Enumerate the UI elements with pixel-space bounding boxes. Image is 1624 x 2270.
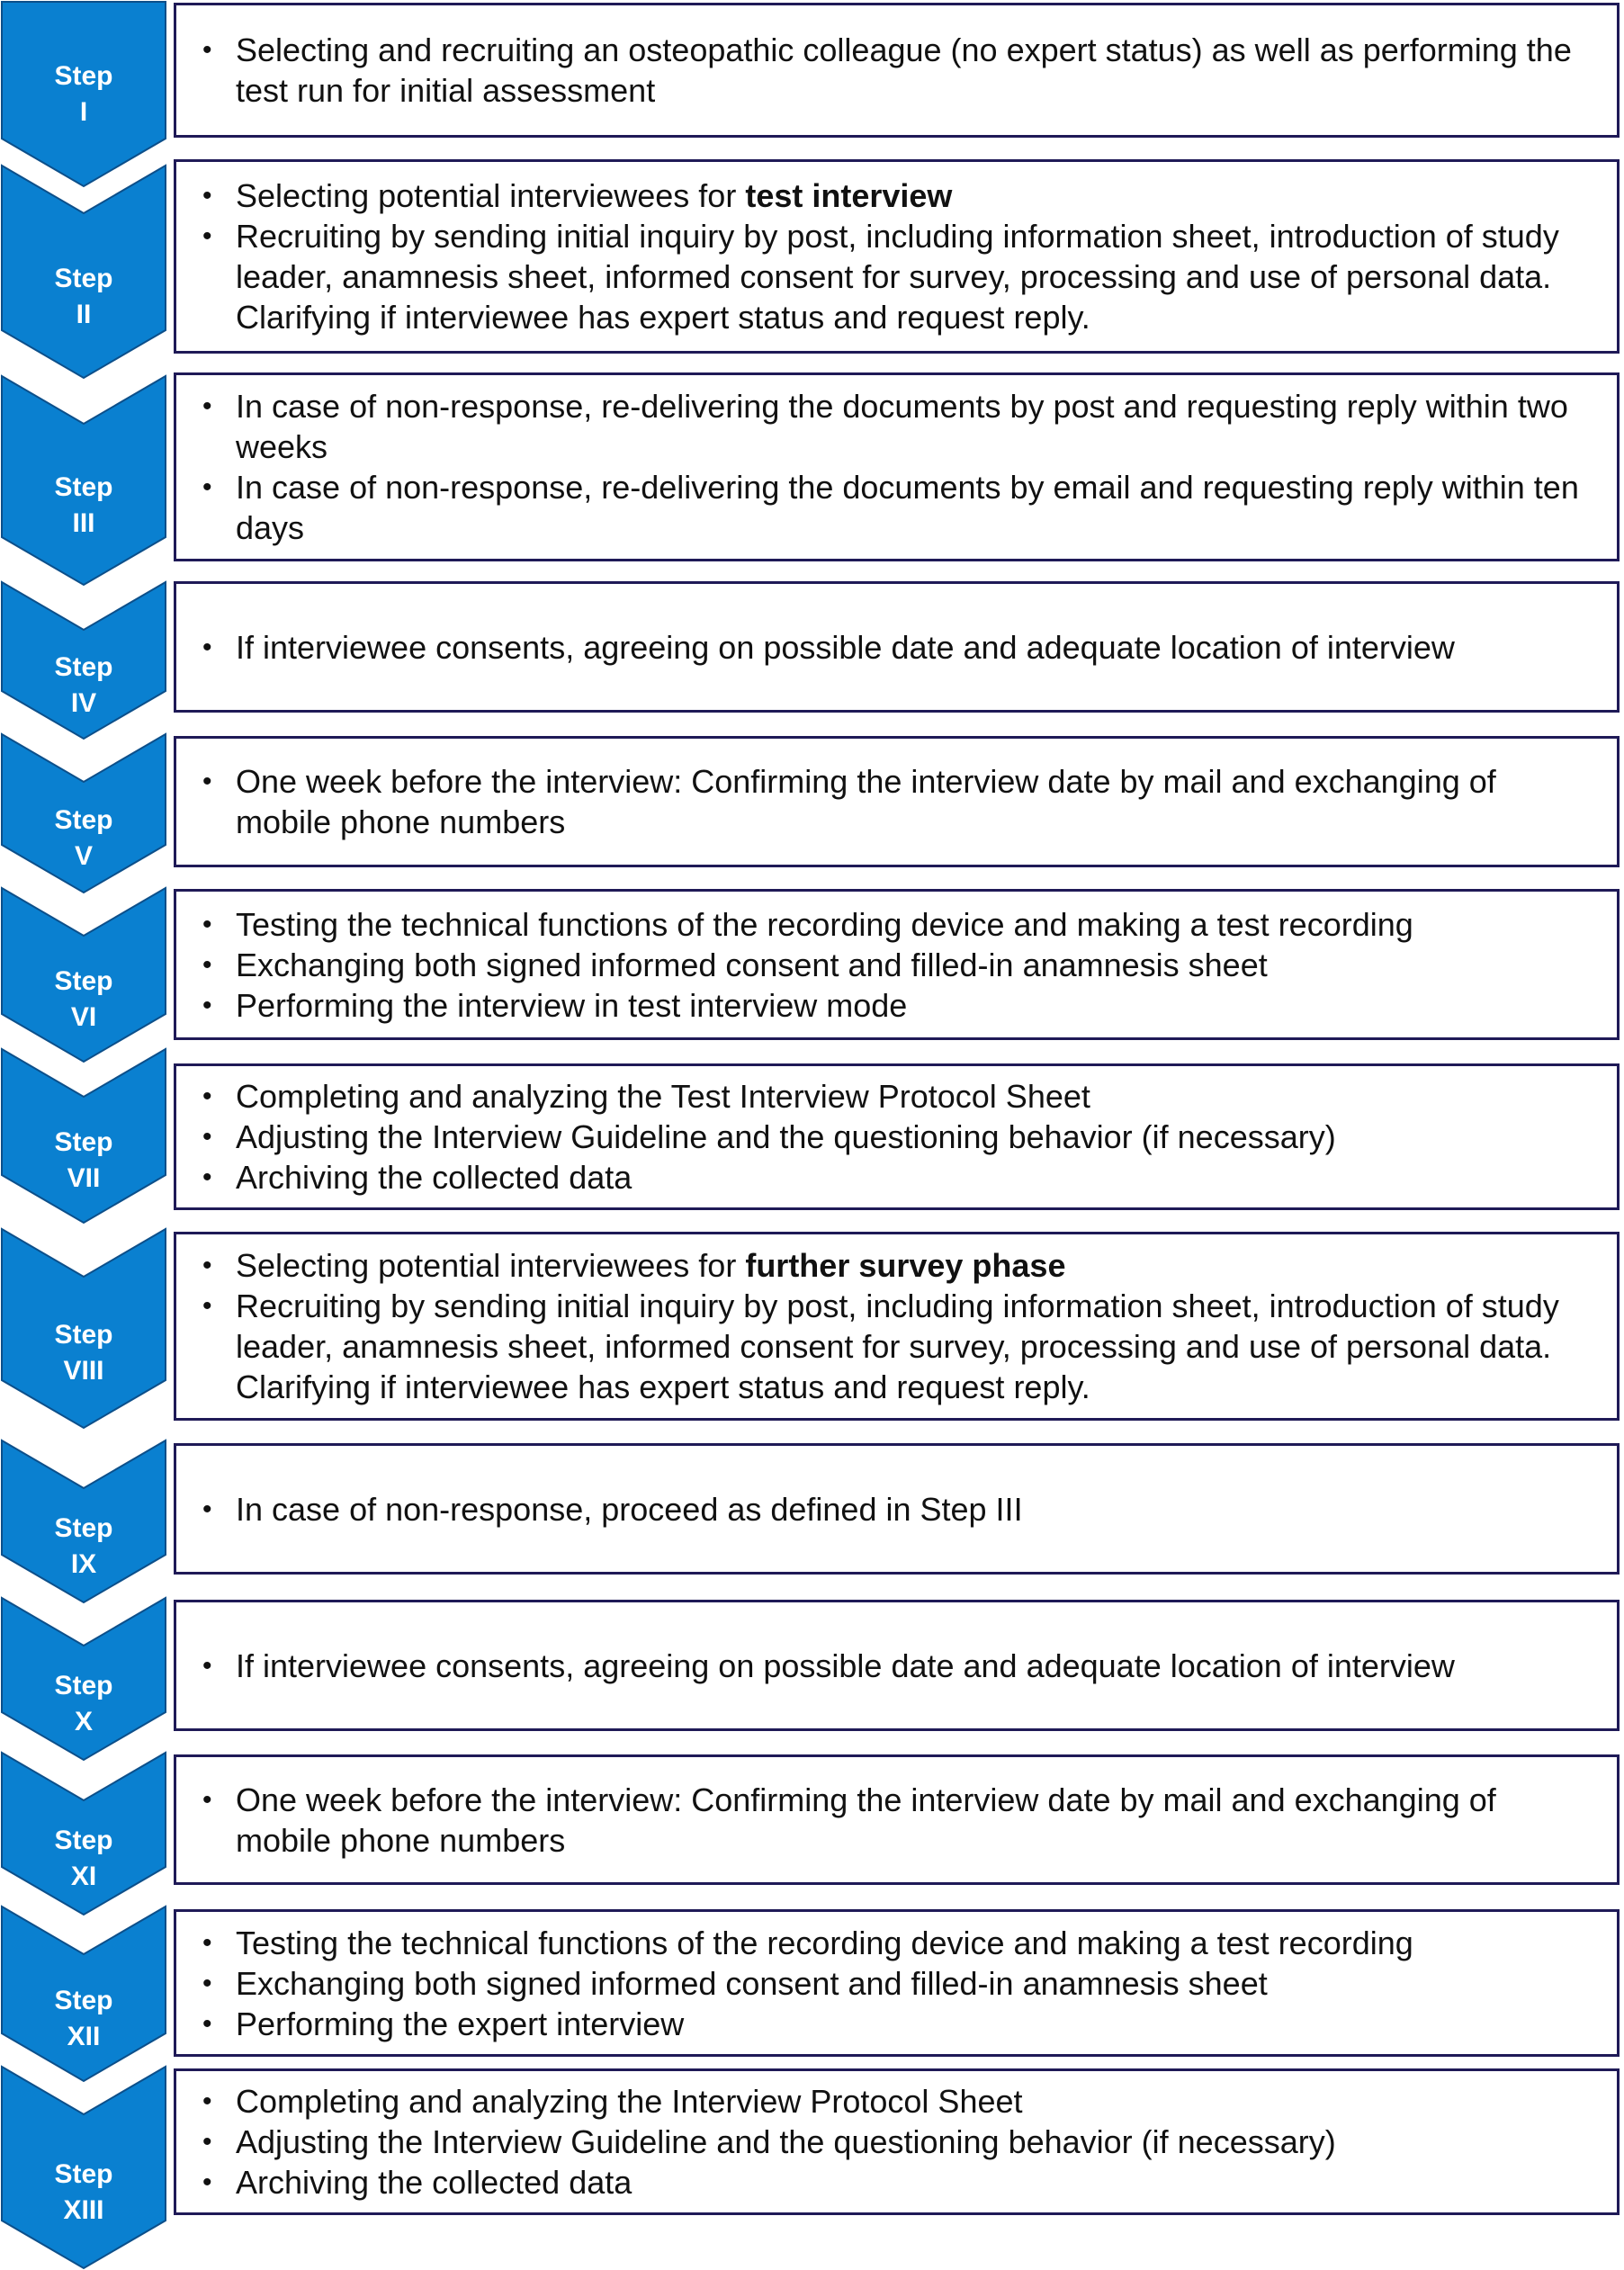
step-label [0,650,167,722]
step-label-word: Step [54,60,113,91]
step-label-numeral: X [74,1706,93,1736]
step-chevron [0,1596,167,1762]
bullet-text: Selecting potential interviewees for [236,1247,746,1284]
bullet-text: Performing the interview in test interview mode [236,986,908,1024]
step-label [0,1668,167,1740]
step-description-box [174,159,1620,354]
step-label-word: Step [54,1985,113,2015]
step-label-numeral: III [72,507,95,538]
step-label-word: Step [54,471,113,502]
step-label [0,1511,167,1583]
bullet-list [176,2081,1617,2203]
step-label-numeral: XIII [63,2194,104,2225]
bullet-item [236,2081,1599,2122]
step-label [0,470,167,542]
bullet-item [236,1489,1599,1530]
bullet-item [236,1245,1599,1286]
step-label-numeral: I [79,96,88,127]
step-description-box [174,1063,1620,1210]
bullet-item [236,1963,1599,2004]
bullet-text: Archiving the collected data [236,1159,633,1196]
bullet-list [176,1646,1617,1686]
step-description-box [174,1232,1620,1421]
bullet-item [236,30,1599,111]
step-description-box [174,3,1620,138]
bullet-text: Recruiting by sending initial inquiry by post, including information sheet, introduction of study leader, anamnesis sheet, informed consent for survey, processing and use of personal data. Clarifying if interviewee has expert status and request reply. [236,218,1559,336]
step-description-box [174,581,1620,713]
bullet-text: In case of non-response, proceed as defined in Step III [236,1490,1023,1528]
step-label-word: Step [54,1825,113,1855]
bullet-text: If interviewee consents, agreeing on possible date and adequate location of interview [236,628,1455,666]
bullet-list [176,175,1617,337]
step-chevron [0,164,167,380]
step-chevron [0,580,167,740]
bullet-item [236,1076,1599,1117]
bullet-text: Archiving the collected data [236,2164,633,2201]
step-label-word: Step [54,804,113,835]
step-label [0,1983,167,2055]
step-label-numeral: IX [70,1548,97,1579]
step-description-box [174,889,1620,1040]
bullet-item [236,1117,1599,1157]
step-label-word: Step [54,1512,113,1543]
bullet-text: Exchanging both signed informed consent and filled-in anamnesis sheet [236,1964,1268,2002]
bullet-list [176,1780,1617,1861]
step-label [0,1317,167,1389]
step-chevron [0,886,167,1063]
bullet-item [236,2122,1599,2162]
bullet-text: If interviewee consents, agreeing on possible date and adequate location of interview [236,1646,1455,1684]
step-label [0,1125,167,1197]
step-label-word: Step [54,1670,113,1700]
step-label-word: Step [54,1127,113,1157]
step-label-numeral: II [76,299,92,329]
step-chevron [0,0,167,188]
step-chevron [0,374,167,587]
step-label [0,803,167,875]
step-label [0,261,167,333]
bullet-item [236,945,1599,985]
bullet-item [236,386,1599,467]
bullet-text: Completing and analyzing the Interview Protocol Sheet [236,2083,1023,2120]
bullet-text: Completing and analyzing the Test Interview Protocol Sheet [236,1078,1090,1115]
bullet-text: In case of non-response, re-delivering the documents by email and requesting reply within ten days [236,469,1579,546]
bullet-list [176,761,1617,842]
step-label-numeral: XI [70,1861,97,1891]
bullet-text: One week before the interview: Confirming the interview date by mail and exchanging of mobile phone numbers [236,763,1496,840]
step-description-box [174,1443,1620,1575]
bullet-list [176,1489,1617,1530]
bullet-item [236,985,1599,1026]
step-label [0,2157,167,2229]
step-description-box [174,1754,1620,1885]
step-label-numeral: V [74,840,93,871]
bullet-item [236,2004,1599,2044]
step-label-word: Step [54,966,113,996]
bullet-list [176,386,1617,548]
bullet-bold-text: further survey phase [745,1247,1066,1284]
step-label-numeral: VIII [63,1356,104,1386]
step-label [0,1823,167,1895]
bullet-item [236,1923,1599,1963]
step-description-box [174,1600,1620,1731]
bullet-list [176,1245,1617,1407]
step-chevron [0,2065,167,2270]
bullet-text: Selecting potential interviewees for [236,177,746,214]
step-label-numeral: XII [67,2021,101,2051]
bullet-item [236,1780,1599,1861]
bullet-text: Adjusting the Interview Guideline and the questioning behavior (if necessary) [236,1118,1336,1155]
bullet-item [236,2162,1599,2203]
step-chevron [0,1905,167,2083]
step-chevron [0,1047,167,1225]
bullet-text: Exchanging both signed informed consent and filled-in anamnesis sheet [236,946,1268,983]
step-description-box [174,2068,1620,2215]
bullet-item [236,467,1599,548]
bullet-item [236,216,1599,337]
step-description-box [174,1909,1620,2057]
bullet-list [176,627,1617,668]
bullet-text: Testing the technical functions of the recording device and making a test recording [236,905,1413,943]
bullet-item [236,1157,1599,1198]
step-label [0,58,167,130]
bullet-text: Testing the technical functions of the recording device and making a test recording [236,1924,1413,1961]
bullet-text: Adjusting the Interview Guideline and the questioning behavior (if necessary) [236,2123,1336,2160]
bullet-text: In case of non-response, re-delivering the documents by post and requesting reply within two weeks [236,388,1568,465]
step-chevron [0,1751,167,1916]
step-label [0,964,167,1036]
bullet-bold-text: test interview [745,177,953,214]
bullet-text: Selecting and recruiting an osteopathic colleague (no expert status) as well as performing the test run for initial assessment [236,31,1572,109]
step-chevron [0,1227,167,1430]
bullet-item [236,175,1599,216]
step-description-box [174,736,1620,867]
step-label-numeral: VII [67,1163,101,1193]
bullet-text: One week before the interview: Confirming the interview date by mail and exchanging of mobile phone numbers [236,1781,1496,1859]
step-description-box [174,372,1620,561]
step-label-word: Step [54,2158,113,2189]
step-label-numeral: VI [70,1002,97,1032]
bullet-list [176,30,1617,111]
bullet-item [236,1286,1599,1407]
bullet-text: Performing the expert interview [236,2005,685,2042]
step-label-word: Step [54,1320,113,1350]
bullet-list [176,1076,1617,1198]
step-label-numeral: IV [70,687,97,718]
bullet-text: Recruiting by sending initial inquiry by post, including information sheet, introduction of study leader, anamnesis sheet, informed consent for survey, processing and use of personal data. Clarifying if interviewee has expert status and request reply. [236,1288,1559,1405]
step-label-word: Step [54,651,113,682]
step-chevron [0,1439,167,1604]
bullet-item [236,627,1599,668]
bullet-item [236,761,1599,842]
step-label-word: Step [54,263,113,293]
bullet-list [176,904,1617,1026]
step-chevron [0,732,167,894]
bullet-item [236,1646,1599,1686]
bullet-list [176,1923,1617,2044]
bullet-item [236,904,1599,945]
